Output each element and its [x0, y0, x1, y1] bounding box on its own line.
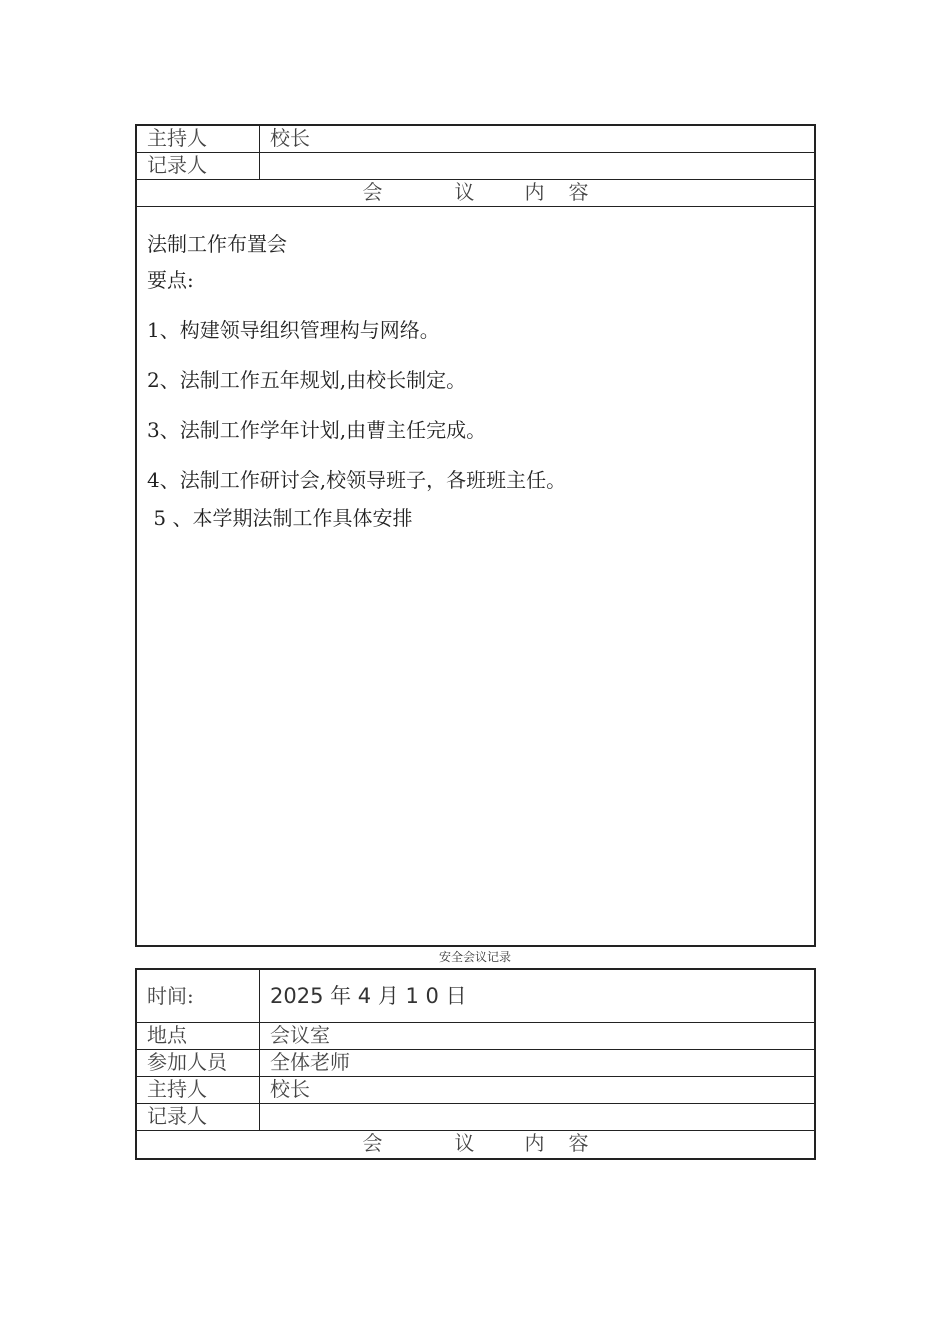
section-title-char: 会 [362, 180, 383, 204]
recorder-row [137, 1104, 814, 1131]
host-row [137, 1077, 814, 1104]
points-label: 要点: [147, 268, 194, 292]
attendees-label: 参加人员 [137, 1050, 260, 1076]
content-item: 4、法制工作研讨会,校领导班子，各班班主任。 [147, 468, 567, 492]
section-title-char: 会 [362, 1131, 383, 1155]
record-caption: 安全会议记录 [438, 950, 511, 964]
section-title-row [137, 1131, 814, 1158]
host-label: 主持人 [137, 1077, 260, 1103]
meeting-content [137, 207, 814, 945]
host-label: 主持人 [137, 126, 260, 152]
section-title-char: 容 [568, 180, 589, 204]
section-title-row [137, 180, 814, 207]
place-value: 会议室 [270, 1023, 330, 1047]
place-label: 地点 [137, 1023, 260, 1049]
host-value: 校长 [270, 126, 310, 150]
section-title-char: 议 [454, 1131, 475, 1155]
recorder-value [260, 1104, 814, 1130]
content-item: 2、法制工作五年规划,由校长制定。 [147, 368, 467, 392]
recorder-label: 记录人 [137, 1104, 260, 1130]
host-value: 校长 [270, 1077, 310, 1101]
content-item: 5 、本学期法制工作具体安排 [147, 506, 413, 530]
time-label: 时间: [137, 970, 260, 1022]
section-title-char: 议 [454, 180, 475, 204]
place-row [137, 1023, 814, 1050]
host-row [137, 126, 814, 153]
time-value: 2025 年 4 月 1 0 日 [270, 984, 467, 1008]
content-item: 3、法制工作学年计划,由曹主任完成。 [147, 418, 487, 442]
recorder-value [260, 153, 814, 179]
content-title: 法制工作布置会 [147, 232, 287, 256]
section-title-char: 内 [524, 1131, 545, 1155]
recorder-row [137, 153, 814, 180]
content-item: 1、构建领导组织管理构与网络。 [147, 318, 440, 342]
attendees-value: 全体老师 [270, 1050, 350, 1074]
meeting-table-2 [135, 968, 816, 1160]
attendees-row [137, 1050, 814, 1077]
recorder-label: 记录人 [137, 153, 260, 179]
section-title-char: 内 [524, 180, 545, 204]
section-title-char: 容 [568, 1131, 589, 1155]
time-row [137, 970, 814, 1023]
meeting-table-1 [135, 124, 816, 947]
